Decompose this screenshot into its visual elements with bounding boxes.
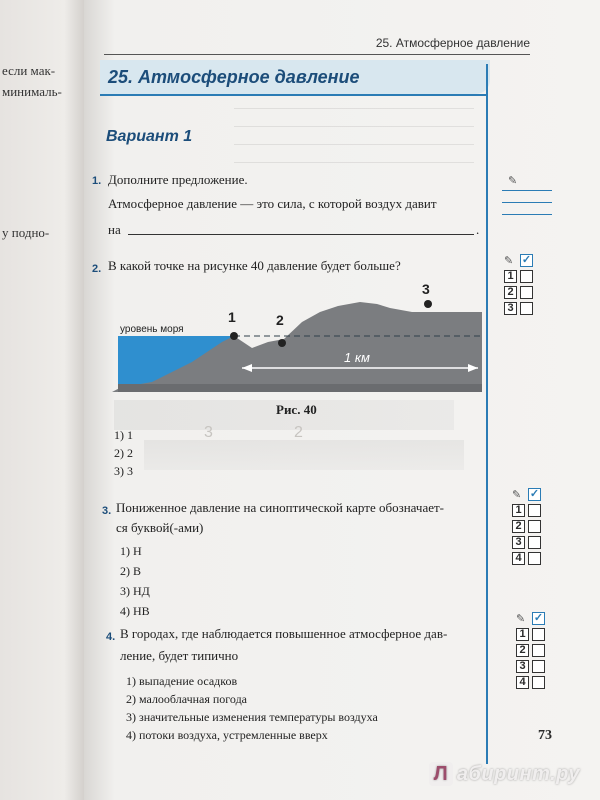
left-page-fragment: минималь-	[2, 84, 62, 99]
header-rule	[104, 54, 530, 55]
option-number-cell: 3	[512, 536, 525, 549]
figure-40	[112, 282, 482, 392]
answer-checkbox[interactable]	[532, 628, 545, 641]
point-2-label: 2	[276, 312, 284, 328]
answer-checkbox[interactable]	[528, 520, 541, 533]
answer-checkbox[interactable]	[532, 676, 545, 689]
point-3-marker	[424, 300, 432, 308]
point-2-marker	[278, 339, 286, 347]
variant-title: Вариант 1	[106, 128, 193, 145]
option-number-cell: 2	[504, 286, 517, 299]
question-2-option[interactable]: 1) 1	[114, 428, 133, 442]
show-through-text: 2	[294, 424, 303, 441]
point-1-label: 1	[228, 309, 236, 325]
page-number: 73	[538, 728, 552, 743]
watermark-logo-icon: Л	[429, 762, 453, 786]
pencil-icon: ✎	[516, 612, 526, 625]
question-4-text: В городах, где наблюдается повышенное атмосферное дав-	[120, 626, 448, 641]
option-number-cell: 2	[512, 520, 525, 533]
show-through-bleed	[144, 440, 464, 470]
watermark	[429, 762, 580, 786]
frame-top-line	[100, 94, 486, 96]
option-number-cell: 2	[516, 644, 529, 657]
left-page-fragment: у подно-	[2, 225, 50, 240]
question-4-option[interactable]: 1) выпадение осадков	[126, 674, 238, 688]
pencil-icon: ✎	[504, 254, 514, 267]
tick-header-cell: ✓	[521, 254, 532, 266]
answer-blank-line[interactable]	[502, 214, 552, 215]
tick-header-cell: ✓	[533, 612, 544, 624]
option-number-cell: 1	[504, 270, 517, 283]
option-number-cell: 1	[516, 628, 529, 641]
point-3-label: 3	[422, 282, 430, 297]
question-3-option[interactable]: 1) Н	[120, 544, 142, 558]
question-3-text: ся буквой(-ами)	[116, 520, 204, 535]
question-4-number: 4.	[106, 631, 116, 643]
question-3-option[interactable]: 3) НД	[120, 584, 150, 598]
question-3-option[interactable]: 2) В	[120, 564, 141, 578]
watermark-text: абиринт.ру	[456, 763, 580, 785]
answer-checkbox[interactable]	[520, 286, 533, 299]
frame-right-line	[486, 64, 488, 764]
figure-caption: Рис. 40	[276, 402, 317, 417]
question-1-text-end: на	[108, 222, 121, 237]
previous-page	[0, 0, 92, 800]
answer-checkbox[interactable]	[528, 504, 541, 517]
question-1-number: 1.	[92, 175, 102, 187]
question-3-option[interactable]: 4) НВ	[120, 604, 150, 618]
sea-level-label: уровень моря	[120, 324, 184, 335]
option-number-cell: 3	[516, 660, 529, 673]
tick-header-cell: ✓	[529, 488, 540, 500]
question-2-number: 2.	[92, 263, 102, 275]
question-4-option[interactable]: 2) малооблачная погода	[126, 692, 248, 706]
point-1-marker	[230, 332, 238, 340]
answer-checkbox[interactable]	[532, 644, 545, 657]
answer-checkbox[interactable]	[528, 552, 541, 565]
running-head: 25. Атмосферное давление	[375, 36, 530, 50]
figure-border-bottom	[118, 384, 482, 392]
question-1-end-mark: .	[476, 222, 480, 237]
question-4-option[interactable]: 4) потоки воздуха, устремленные вверх	[126, 728, 328, 742]
answer-checkbox[interactable]	[520, 270, 533, 283]
distance-label: 1 км	[344, 350, 370, 365]
question-1-text: Атмосферное давление — это сила, с которой воздух давит	[108, 196, 437, 211]
answer-checkbox[interactable]	[520, 302, 533, 315]
left-page-fragment: если мак-	[2, 63, 56, 78]
question-3-text: Пониженное давление на синоптической карте обозначает-	[116, 500, 445, 515]
question-1-prompt: Дополните предложение.	[108, 172, 248, 187]
question-1-answer-line[interactable]	[128, 234, 474, 235]
answer-blank-line[interactable]	[502, 190, 552, 191]
question-2-option[interactable]: 2) 2	[114, 446, 133, 460]
chapter-title: 25. Атмосферное давление	[100, 60, 490, 94]
answer-checkbox[interactable]	[532, 660, 545, 673]
option-number-cell: 4	[512, 552, 525, 565]
question-4-text: ление, будет типично	[120, 648, 239, 663]
option-number-cell: 1	[512, 504, 525, 517]
option-number-cell: 4	[516, 676, 529, 689]
answer-checkbox[interactable]	[528, 536, 541, 549]
show-through-bleed	[234, 90, 474, 170]
option-number-cell: 3	[504, 302, 517, 315]
textbook-page	[84, 0, 600, 800]
question-3-number: 3.	[102, 505, 112, 517]
pencil-icon: ✎	[512, 488, 522, 501]
pencil-icon: ✎	[508, 174, 518, 187]
question-4-option[interactable]: 3) значительные изменения температуры воздуха	[126, 710, 378, 724]
answer-blank-line[interactable]	[502, 202, 552, 203]
question-2-text: В какой точке на рисунке 40 давление будет больше?	[108, 258, 401, 273]
question-2-option[interactable]: 3) 3	[114, 464, 133, 478]
show-through-text: 3	[204, 424, 213, 441]
